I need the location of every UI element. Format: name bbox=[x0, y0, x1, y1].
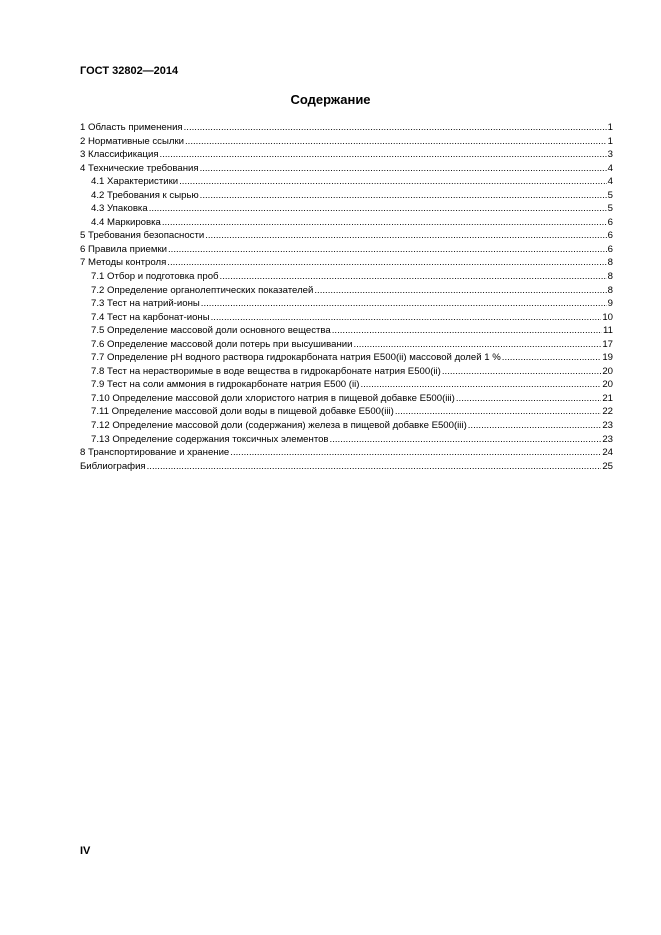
toc-entry[interactable] bbox=[80, 229, 613, 243]
toc-entry[interactable] bbox=[80, 162, 613, 176]
toc-leader-dots bbox=[353, 338, 601, 352]
toc-entry-label: 7.11 Определение массовой доли воды в пищевой добавке E500(iii) bbox=[91, 406, 394, 418]
toc-entry[interactable] bbox=[80, 216, 613, 230]
toc-entry-label: 7.9 Тест на соли аммония в гидрокарбонате натрия E500 (ii) bbox=[91, 379, 360, 391]
toc-entry-label: 7.6 Определение массовой доли потерь при высушивании bbox=[91, 338, 353, 350]
toc-leader-dots bbox=[332, 324, 602, 338]
toc-entry[interactable] bbox=[80, 405, 613, 419]
toc-entry[interactable] bbox=[80, 256, 613, 270]
toc-entry-label: 7.5 Определение массовой доли основного вещества bbox=[91, 325, 331, 337]
toc-entry-label: 7.13 Определение содержания токсичных элементов bbox=[91, 433, 329, 445]
toc-entry[interactable] bbox=[80, 419, 613, 433]
toc-entry-label: 7 Методы контроля bbox=[80, 257, 167, 269]
toc-leader-dots bbox=[201, 297, 607, 311]
toc-leader-dots bbox=[168, 243, 607, 257]
toc-entry-label: 4.2 Требования к сырью bbox=[91, 189, 199, 201]
toc-entry-page: 5 bbox=[607, 203, 613, 215]
toc-entry-label: 7.1 Отбор и подготовка проб bbox=[91, 271, 219, 283]
toc-entry[interactable] bbox=[80, 135, 613, 149]
toc-entry-page: 20 bbox=[602, 379, 613, 391]
toc-entry-page: 6 bbox=[607, 230, 613, 242]
toc-entry-label: 6 Правила приемки bbox=[80, 243, 167, 255]
toc-entry-label: 7.3 Тест на натрий-ионы bbox=[91, 298, 200, 310]
toc-leader-dots bbox=[147, 460, 602, 474]
toc-leader-dots bbox=[149, 202, 607, 216]
toc-entry-label: 7.4 Тест на карбонат-ионы bbox=[91, 311, 210, 323]
document-header: ГОСТ 32802—2014 bbox=[80, 65, 179, 77]
toc-entry-label: 4.4 Маркировка bbox=[91, 216, 161, 228]
toc-entry[interactable] bbox=[80, 311, 613, 325]
toc-entry-page: 1 bbox=[607, 135, 613, 147]
table-of-contents bbox=[80, 121, 613, 473]
toc-entry-page: 19 bbox=[602, 352, 613, 364]
toc-entry-label: 7.12 Определение массовой доли (содержания) железа в пищевой добавке E500(iii) bbox=[91, 420, 467, 432]
toc-leader-dots bbox=[185, 135, 607, 149]
toc-entry-page: 8 bbox=[607, 257, 613, 269]
toc-leader-dots bbox=[230, 446, 601, 460]
toc-entry-page: 20 bbox=[602, 365, 613, 377]
toc-entry[interactable] bbox=[80, 270, 613, 284]
toc-entry[interactable] bbox=[80, 175, 613, 189]
toc-entry-page: 8 bbox=[607, 271, 613, 283]
toc-entry-label: 4.1 Характеристики bbox=[91, 176, 179, 188]
toc-leader-dots bbox=[160, 148, 607, 162]
toc-leader-dots bbox=[205, 229, 606, 243]
toc-leader-dots bbox=[211, 311, 602, 325]
toc-entry-page: 24 bbox=[602, 447, 613, 459]
toc-entry-label: 4 Технические требования bbox=[80, 162, 199, 174]
toc-entry-page: 1 bbox=[607, 122, 613, 133]
toc-entry-label: 7.8 Тест на нерастворимые в воде вещества в гидрокарбонате натрия E500(ii) bbox=[91, 365, 441, 377]
toc-leader-dots bbox=[184, 121, 607, 135]
toc-entry-page: 9 bbox=[607, 298, 613, 310]
toc-leader-dots bbox=[395, 405, 602, 419]
toc-leader-dots bbox=[468, 419, 602, 433]
toc-entry-label: 7.2 Определение органолептических показателей bbox=[91, 284, 314, 296]
toc-entry[interactable] bbox=[80, 460, 613, 474]
toc-entry[interactable] bbox=[80, 392, 613, 406]
toc-entry-page: 17 bbox=[602, 338, 613, 350]
toc-entry-label: 8 Транспортирование и хранение bbox=[80, 447, 230, 459]
toc-entry-label: 3 Классификация bbox=[80, 149, 159, 161]
toc-entry[interactable] bbox=[80, 202, 613, 216]
toc-entry-page: 5 bbox=[607, 189, 613, 201]
toc-entry-page: 10 bbox=[602, 311, 613, 323]
toc-entry[interactable] bbox=[80, 297, 613, 311]
toc-entry[interactable] bbox=[80, 243, 613, 257]
page-title: Содержание bbox=[290, 92, 371, 107]
toc-entry-page: 23 bbox=[602, 420, 613, 432]
toc-entry-label: 5 Требования безопасности bbox=[80, 230, 205, 242]
toc-entry-label: 4.3 Упаковка bbox=[91, 203, 148, 215]
toc-entry-page: 23 bbox=[602, 433, 613, 445]
toc-entry-page: 3 bbox=[607, 149, 613, 161]
toc-entry-page: 25 bbox=[602, 460, 613, 472]
toc-leader-dots bbox=[167, 256, 606, 270]
toc-entry-page: 6 bbox=[607, 243, 613, 255]
toc-entry[interactable] bbox=[80, 121, 613, 135]
toc-leader-dots bbox=[502, 351, 602, 365]
toc-entry[interactable] bbox=[80, 446, 613, 460]
toc-entry-page: 8 bbox=[607, 284, 613, 296]
toc-entry[interactable] bbox=[80, 324, 613, 338]
toc-entry-label: Библиография bbox=[80, 460, 146, 472]
toc-leader-dots bbox=[442, 365, 601, 379]
toc-entry[interactable] bbox=[80, 365, 613, 379]
toc-entry[interactable] bbox=[80, 338, 613, 352]
toc-entry-page: 4 bbox=[607, 162, 613, 174]
toc-entry[interactable] bbox=[80, 351, 613, 365]
toc-entry-page: 22 bbox=[602, 406, 613, 418]
toc-leader-dots bbox=[200, 189, 607, 203]
toc-entry-label: 1 Область применения bbox=[80, 122, 183, 133]
toc-entry[interactable] bbox=[80, 378, 613, 392]
toc-entry-label: 7.10 Определение массовой доли хлористого натрия в пищевой добавке E500(iii) bbox=[91, 392, 455, 404]
toc-leader-dots bbox=[456, 392, 601, 406]
toc-leader-dots bbox=[330, 433, 602, 447]
toc-entry[interactable] bbox=[80, 189, 613, 203]
toc-entry-page: 6 bbox=[607, 216, 613, 228]
toc-leader-dots bbox=[314, 284, 606, 298]
page-number: IV bbox=[80, 845, 91, 857]
toc-entry[interactable] bbox=[80, 148, 613, 162]
toc-entry[interactable] bbox=[80, 433, 613, 447]
toc-leader-dots bbox=[162, 216, 607, 230]
toc-leader-dots bbox=[179, 175, 607, 189]
toc-entry-page: 4 bbox=[607, 176, 613, 188]
toc-entry[interactable] bbox=[80, 284, 613, 298]
toc-leader-dots bbox=[200, 162, 607, 176]
toc-entry-page: 21 bbox=[602, 392, 613, 404]
toc-entry-label: 7.7 Определение pH водного раствора гидрокарбоната натрия E500(ii) массовой долей 1 % bbox=[91, 352, 501, 364]
toc-leader-dots bbox=[360, 378, 601, 392]
toc-leader-dots bbox=[220, 270, 607, 284]
toc-entry-page: 11 bbox=[603, 325, 613, 337]
toc-entry-label: 2 Нормативные ссылки bbox=[80, 135, 185, 147]
